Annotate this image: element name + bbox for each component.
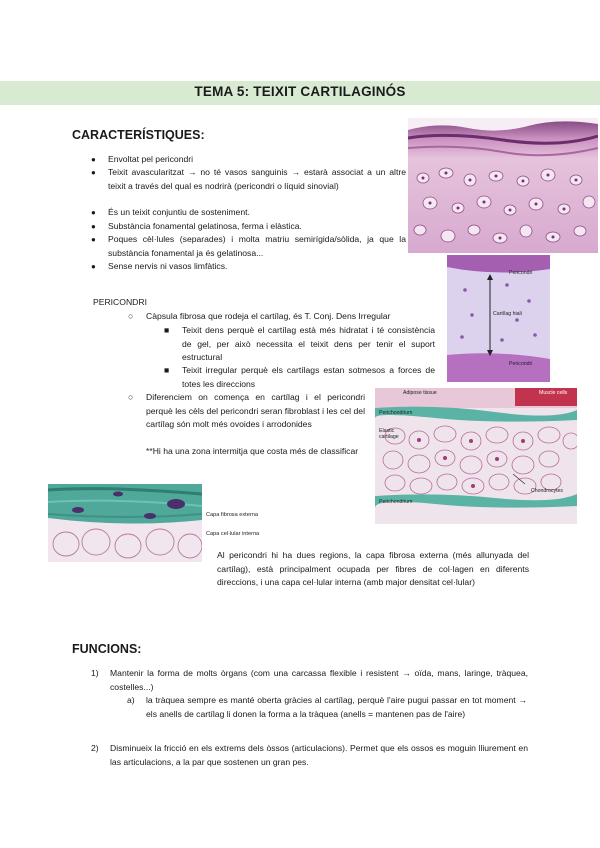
- pericondri-paragraph: Al pericondri hi ha dues regions, la capa fibrosa externa (més allunyada del cartílag), està principalment ocupada per fibres de col·lagen en diferents direccions, i una capa cel·lular interna (amb major densitat cel·lular): [217, 550, 529, 587]
- list-number: 1): [91, 668, 99, 678]
- figure-label: Perichondrium: [379, 410, 413, 416]
- figure-label: Muscle cells: [539, 390, 568, 396]
- section-heading-funcions: FUNCIONS:: [72, 642, 142, 656]
- figure-label: Adipose tissue: [403, 390, 437, 396]
- bullet-icon: ●: [91, 222, 96, 231]
- list-item: Càpsula fibrosa que rodeja el cartílag, és T. Conj. Dens Irregular: [146, 311, 391, 321]
- list-item: Teixit dens perquè el cartílag està més hidratat i té consistència de gel, per això necessita el teixit dens per tenir el suport estructural: [182, 325, 435, 362]
- micrograph-hyaline-cartilage: [447, 255, 550, 382]
- figure-label: Chondrocytes: [531, 488, 564, 494]
- figure-label: Capa fibrosa externa: [206, 512, 258, 518]
- square-bullet-icon: ■: [164, 365, 170, 375]
- square-bullet-icon: ■: [164, 325, 170, 335]
- micrograph-cartilage: [408, 118, 598, 253]
- micrograph-perichondrium-layers: [48, 484, 202, 562]
- list-letter: a): [127, 695, 135, 705]
- list-number: 2): [91, 743, 99, 753]
- circle-bullet-icon: ○: [128, 311, 134, 321]
- list-item: Mantenir la forma de molts òrgans (com una carcassa flexible i resistent → oïda, mans, laringe, tràquea, costelles...): [110, 668, 528, 692]
- bullet-icon: ●: [91, 168, 96, 177]
- list-item: la tràquea sempre es manté oberta gràcies al cartílag, perquè l'aire pugui passar en tot moment → els anells de cartílag li donen la forma a la tràquea (anells = mantenen pas de l'aire): [146, 695, 527, 719]
- page-title: TEMA 5: TEIXIT CARTILAGINÓS: [194, 84, 406, 99]
- list-item: Teixit irregular perquè els cartílags estan sotmesos a forces de totes les direccions: [182, 365, 435, 389]
- bullet-icon: ●: [91, 262, 96, 271]
- bullet-icon: ●: [91, 235, 96, 244]
- list-item: Diferenciem on comença en cartílag i el pericondri perquè les cèls del pericondri seran fibroblast i les cel del cartílag són molt més ovoides i arrodonides: [146, 392, 365, 429]
- figure-label: Perichondrium: [379, 499, 413, 505]
- list-item: Disminueix la fricció en els extrems dels òssos (articulacions). Permet que els ossos es moguin lliurement en las articulacions, a la par que sostenen un gran pes.: [110, 743, 528, 767]
- micrograph-elastic-cartilage: [375, 388, 577, 524]
- figure-label: Cartílag hiali: [493, 311, 522, 317]
- bullet-icon: ●: [91, 155, 96, 164]
- figure-label: Capa cel·lular interna: [206, 531, 260, 537]
- figure-label: Elastic cartilage: [379, 428, 399, 440]
- figure-label: Pericondri: [509, 270, 533, 276]
- list-item-note: **Hi ha una zona intermitja que costa més de classificar: [146, 446, 359, 456]
- figure-label: Pericondri: [509, 361, 533, 367]
- bullet-icon: ●: [91, 208, 96, 217]
- circle-bullet-icon: ○: [128, 392, 134, 402]
- pericondri-label: PERICONDRI: [93, 297, 147, 307]
- section-heading-caracteristiques: CARACTERÍSTIQUES:: [72, 128, 205, 142]
